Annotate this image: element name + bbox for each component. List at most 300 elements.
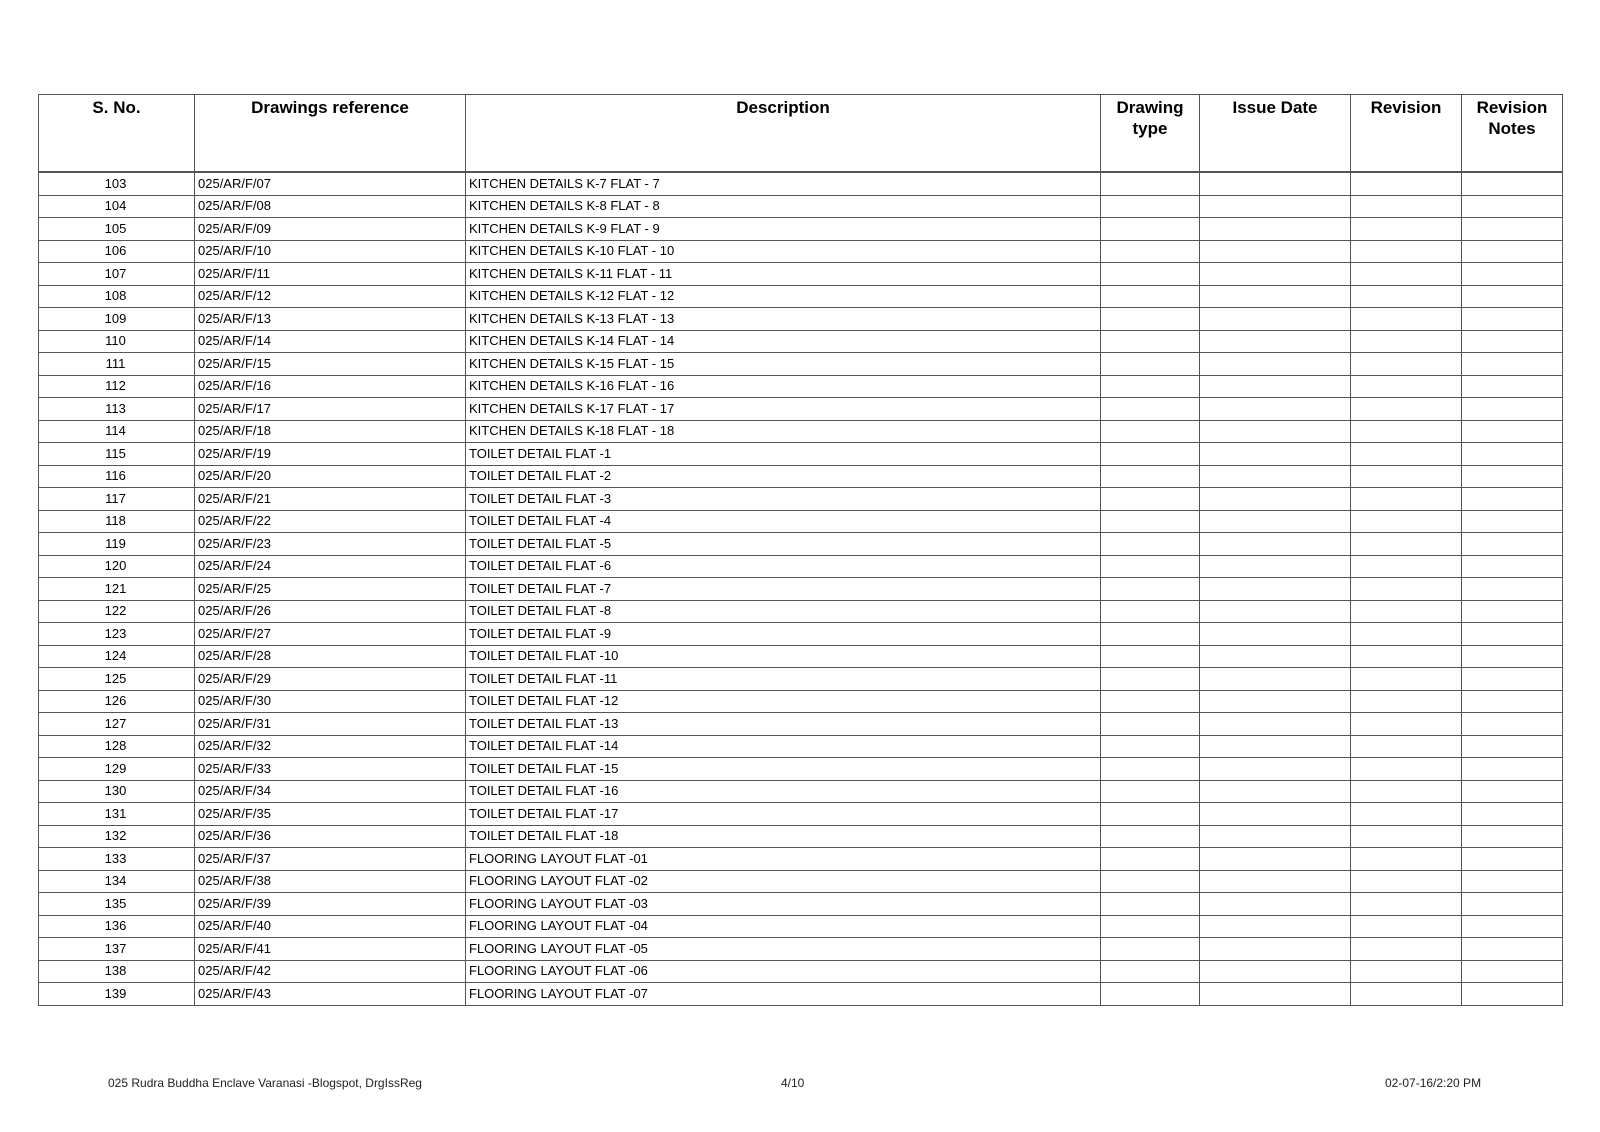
cell-revision [1351, 195, 1462, 218]
cell-issue-date [1200, 668, 1351, 691]
table-row [39, 600, 1563, 623]
cell-drawing-type [1101, 848, 1200, 871]
cell-drawing-type [1101, 870, 1200, 893]
cell-issue-date [1200, 375, 1351, 398]
cell-description: KITCHEN DETAILS K-15 FLAT - 15 [466, 353, 1101, 376]
cell-drawings-reference: 025/AR/F/24 [195, 555, 466, 578]
table-row [39, 533, 1563, 556]
cell-revision-notes [1462, 780, 1563, 803]
cell-drawings-reference: 025/AR/F/13 [195, 308, 466, 331]
cell-drawing-type [1101, 780, 1200, 803]
cell-revision [1351, 915, 1462, 938]
cell-revision-notes [1462, 870, 1563, 893]
cell-drawing-type [1101, 533, 1200, 556]
cell-sno: 130 [39, 780, 195, 803]
cell-drawings-reference: 025/AR/F/35 [195, 803, 466, 826]
cell-sno: 136 [39, 915, 195, 938]
cell-drawing-type [1101, 578, 1200, 601]
cell-issue-date [1200, 240, 1351, 263]
cell-revision [1351, 668, 1462, 691]
cell-revision [1351, 555, 1462, 578]
cell-description: TOILET DETAIL FLAT -6 [466, 555, 1101, 578]
cell-sno: 131 [39, 803, 195, 826]
table-row [39, 578, 1563, 601]
cell-issue-date [1200, 308, 1351, 331]
cell-revision-notes [1462, 848, 1563, 871]
cell-drawing-type [1101, 758, 1200, 781]
table-row [39, 960, 1563, 983]
cell-issue-date [1200, 713, 1351, 736]
cell-description: KITCHEN DETAILS K-16 FLAT - 16 [466, 375, 1101, 398]
cell-revision-notes [1462, 285, 1563, 308]
table-row [39, 195, 1563, 218]
cell-description: KITCHEN DETAILS K-18 FLAT - 18 [466, 420, 1101, 443]
cell-revision-notes [1462, 263, 1563, 286]
cell-drawings-reference: 025/AR/F/39 [195, 893, 466, 916]
table-row [39, 938, 1563, 961]
header-drawings-reference: Drawings reference [195, 95, 466, 173]
cell-revision-notes [1462, 398, 1563, 421]
table-row [39, 645, 1563, 668]
cell-drawings-reference: 025/AR/F/32 [195, 735, 466, 758]
cell-sno: 124 [39, 645, 195, 668]
table-header [39, 95, 1563, 173]
cell-drawings-reference: 025/AR/F/10 [195, 240, 466, 263]
cell-revision-notes [1462, 488, 1563, 511]
cell-drawing-type [1101, 330, 1200, 353]
table-row [39, 172, 1563, 195]
cell-drawing-type [1101, 803, 1200, 826]
cell-revision [1351, 960, 1462, 983]
cell-description: TOILET DETAIL FLAT -11 [466, 668, 1101, 691]
cell-drawings-reference: 025/AR/F/28 [195, 645, 466, 668]
cell-revision [1351, 172, 1462, 195]
table-row [39, 983, 1563, 1006]
header-drawing-type: Drawing type [1101, 95, 1200, 173]
table-row [39, 308, 1563, 331]
cell-description: TOILET DETAIL FLAT -1 [466, 443, 1101, 466]
cell-description: KITCHEN DETAILS K-10 FLAT - 10 [466, 240, 1101, 263]
cell-drawings-reference: 025/AR/F/27 [195, 623, 466, 646]
cell-issue-date [1200, 533, 1351, 556]
table-row [39, 735, 1563, 758]
cell-drawing-type [1101, 308, 1200, 331]
cell-revision-notes [1462, 825, 1563, 848]
cell-sno: 120 [39, 555, 195, 578]
cell-drawing-type [1101, 420, 1200, 443]
cell-drawings-reference: 025/AR/F/43 [195, 983, 466, 1006]
cell-drawing-type [1101, 960, 1200, 983]
cell-sno: 138 [39, 960, 195, 983]
cell-sno: 126 [39, 690, 195, 713]
table-row [39, 218, 1563, 241]
cell-revision-notes [1462, 330, 1563, 353]
cell-issue-date [1200, 735, 1351, 758]
cell-revision [1351, 578, 1462, 601]
cell-sno: 135 [39, 893, 195, 916]
cell-revision [1351, 600, 1462, 623]
table-row [39, 848, 1563, 871]
cell-drawings-reference: 025/AR/F/18 [195, 420, 466, 443]
table-row [39, 623, 1563, 646]
cell-revision [1351, 398, 1462, 421]
cell-issue-date [1200, 443, 1351, 466]
cell-description: TOILET DETAIL FLAT -5 [466, 533, 1101, 556]
cell-drawings-reference: 025/AR/F/25 [195, 578, 466, 601]
cell-revision [1351, 488, 1462, 511]
table-row [39, 870, 1563, 893]
cell-revision-notes [1462, 353, 1563, 376]
table-row [39, 488, 1563, 511]
cell-description: TOILET DETAIL FLAT -13 [466, 713, 1101, 736]
cell-revision [1351, 308, 1462, 331]
cell-revision-notes [1462, 308, 1563, 331]
cell-issue-date [1200, 353, 1351, 376]
table-row [39, 420, 1563, 443]
cell-issue-date [1200, 488, 1351, 511]
cell-drawing-type [1101, 668, 1200, 691]
cell-revision [1351, 218, 1462, 241]
cell-sno: 123 [39, 623, 195, 646]
cell-drawing-type [1101, 555, 1200, 578]
cell-drawings-reference: 025/AR/F/31 [195, 713, 466, 736]
cell-issue-date [1200, 780, 1351, 803]
cell-description: FLOORING LAYOUT FLAT -07 [466, 983, 1101, 1006]
cell-revision [1351, 870, 1462, 893]
cell-revision [1351, 803, 1462, 826]
table-row [39, 263, 1563, 286]
cell-revision [1351, 780, 1462, 803]
table-body [39, 172, 1563, 1005]
cell-issue-date [1200, 983, 1351, 1006]
cell-revision [1351, 510, 1462, 533]
cell-description: FLOORING LAYOUT FLAT -05 [466, 938, 1101, 961]
cell-revision-notes [1462, 510, 1563, 533]
header-row [39, 95, 1563, 173]
table-row [39, 555, 1563, 578]
table-row [39, 668, 1563, 691]
cell-revision [1351, 645, 1462, 668]
cell-revision [1351, 263, 1462, 286]
cell-description: TOILET DETAIL FLAT -18 [466, 825, 1101, 848]
cell-revision [1351, 533, 1462, 556]
cell-issue-date [1200, 285, 1351, 308]
cell-sno: 121 [39, 578, 195, 601]
cell-revision-notes [1462, 172, 1563, 195]
cell-revision-notes [1462, 443, 1563, 466]
cell-drawing-type [1101, 353, 1200, 376]
cell-drawing-type [1101, 263, 1200, 286]
cell-sno: 129 [39, 758, 195, 781]
cell-drawings-reference: 025/AR/F/21 [195, 488, 466, 511]
cell-sno: 104 [39, 195, 195, 218]
cell-issue-date [1200, 960, 1351, 983]
cell-revision-notes [1462, 218, 1563, 241]
cell-sno: 114 [39, 420, 195, 443]
cell-drawing-type [1101, 398, 1200, 421]
table-row [39, 240, 1563, 263]
cell-drawing-type [1101, 915, 1200, 938]
cell-drawing-type [1101, 443, 1200, 466]
cell-description: TOILET DETAIL FLAT -3 [466, 488, 1101, 511]
cell-sno: 137 [39, 938, 195, 961]
cell-description: FLOORING LAYOUT FLAT -04 [466, 915, 1101, 938]
cell-revision [1351, 375, 1462, 398]
cell-description: TOILET DETAIL FLAT -14 [466, 735, 1101, 758]
cell-revision-notes [1462, 600, 1563, 623]
cell-issue-date [1200, 848, 1351, 871]
cell-sno: 112 [39, 375, 195, 398]
cell-drawings-reference: 025/AR/F/16 [195, 375, 466, 398]
table-row [39, 803, 1563, 826]
cell-issue-date [1200, 803, 1351, 826]
cell-sno: 132 [39, 825, 195, 848]
cell-description: TOILET DETAIL FLAT -12 [466, 690, 1101, 713]
cell-drawings-reference: 025/AR/F/38 [195, 870, 466, 893]
cell-drawings-reference: 025/AR/F/14 [195, 330, 466, 353]
footer-timestamp: 02-07-16/2:20 PM [1385, 1076, 1482, 1090]
cell-drawings-reference: 025/AR/F/34 [195, 780, 466, 803]
cell-issue-date [1200, 893, 1351, 916]
cell-drawing-type [1101, 488, 1200, 511]
cell-issue-date [1200, 420, 1351, 443]
cell-drawings-reference: 025/AR/F/42 [195, 960, 466, 983]
cell-issue-date [1200, 758, 1351, 781]
cell-drawings-reference: 025/AR/F/30 [195, 690, 466, 713]
cell-sno: 113 [39, 398, 195, 421]
cell-description: FLOORING LAYOUT FLAT -01 [466, 848, 1101, 871]
cell-drawings-reference: 025/AR/F/37 [195, 848, 466, 871]
cell-issue-date [1200, 938, 1351, 961]
cell-revision [1351, 353, 1462, 376]
cell-description: KITCHEN DETAILS K-9 FLAT - 9 [466, 218, 1101, 241]
cell-description: TOILET DETAIL FLAT -15 [466, 758, 1101, 781]
cell-issue-date [1200, 398, 1351, 421]
cell-sno: 110 [39, 330, 195, 353]
cell-drawing-type [1101, 172, 1200, 195]
cell-revision-notes [1462, 465, 1563, 488]
cell-description: TOILET DETAIL FLAT -7 [466, 578, 1101, 601]
cell-revision-notes [1462, 533, 1563, 556]
cell-description: TOILET DETAIL FLAT -4 [466, 510, 1101, 533]
table-row [39, 443, 1563, 466]
table-row [39, 510, 1563, 533]
cell-drawings-reference: 025/AR/F/36 [195, 825, 466, 848]
cell-issue-date [1200, 218, 1351, 241]
header-description: Description [466, 95, 1101, 173]
cell-revision-notes [1462, 983, 1563, 1006]
cell-drawing-type [1101, 938, 1200, 961]
header-issue-date: Issue Date [1200, 95, 1351, 173]
cell-sno: 117 [39, 488, 195, 511]
cell-revision [1351, 623, 1462, 646]
cell-issue-date [1200, 555, 1351, 578]
cell-revision-notes [1462, 690, 1563, 713]
cell-issue-date [1200, 330, 1351, 353]
cell-drawing-type [1101, 375, 1200, 398]
table-row [39, 713, 1563, 736]
cell-description: KITCHEN DETAILS K-12 FLAT - 12 [466, 285, 1101, 308]
cell-drawings-reference: 025/AR/F/19 [195, 443, 466, 466]
cell-issue-date [1200, 870, 1351, 893]
cell-drawing-type [1101, 983, 1200, 1006]
cell-issue-date [1200, 600, 1351, 623]
cell-description: KITCHEN DETAILS K-8 FLAT - 8 [466, 195, 1101, 218]
cell-drawing-type [1101, 465, 1200, 488]
cell-description: KITCHEN DETAILS K-17 FLAT - 17 [466, 398, 1101, 421]
cell-revision-notes [1462, 735, 1563, 758]
cell-issue-date [1200, 623, 1351, 646]
cell-drawings-reference: 025/AR/F/08 [195, 195, 466, 218]
footer-document-name: 025 Rudra Buddha Enclave Varanasi -Blogspot, DrgIssReg [108, 1076, 422, 1090]
cell-sno: 134 [39, 870, 195, 893]
cell-revision-notes [1462, 938, 1563, 961]
footer-page-number: 4/10 [781, 1076, 805, 1090]
cell-revision-notes [1462, 195, 1563, 218]
cell-description: FLOORING LAYOUT FLAT -06 [466, 960, 1101, 983]
cell-revision-notes [1462, 803, 1563, 826]
cell-drawings-reference: 025/AR/F/33 [195, 758, 466, 781]
cell-description: KITCHEN DETAILS K-11 FLAT - 11 [466, 263, 1101, 286]
cell-drawings-reference: 025/AR/F/40 [195, 915, 466, 938]
cell-description: TOILET DETAIL FLAT -8 [466, 600, 1101, 623]
cell-sno: 139 [39, 983, 195, 1006]
cell-sno: 133 [39, 848, 195, 871]
cell-drawings-reference: 025/AR/F/15 [195, 353, 466, 376]
cell-issue-date [1200, 915, 1351, 938]
cell-description: TOILET DETAIL FLAT -16 [466, 780, 1101, 803]
cell-description: TOILET DETAIL FLAT -10 [466, 645, 1101, 668]
header-sno: S. No. [39, 95, 195, 173]
cell-revision-notes [1462, 375, 1563, 398]
table-row [39, 398, 1563, 421]
cell-issue-date [1200, 510, 1351, 533]
header-revision: Revision [1351, 95, 1462, 173]
cell-drawing-type [1101, 645, 1200, 668]
cell-drawing-type [1101, 285, 1200, 308]
table-row [39, 353, 1563, 376]
cell-revision [1351, 735, 1462, 758]
cell-description: KITCHEN DETAILS K-13 FLAT - 13 [466, 308, 1101, 331]
cell-drawing-type [1101, 893, 1200, 916]
cell-description: FLOORING LAYOUT FLAT -03 [466, 893, 1101, 916]
cell-revision-notes [1462, 578, 1563, 601]
header-revision-notes: Revision Notes [1462, 95, 1563, 173]
cell-sno: 128 [39, 735, 195, 758]
cell-drawing-type [1101, 623, 1200, 646]
cell-sno: 115 [39, 443, 195, 466]
table-row [39, 375, 1563, 398]
cell-revision [1351, 240, 1462, 263]
cell-revision-notes [1462, 960, 1563, 983]
cell-drawings-reference: 025/AR/F/11 [195, 263, 466, 286]
cell-drawing-type [1101, 690, 1200, 713]
cell-revision [1351, 938, 1462, 961]
cell-sno: 109 [39, 308, 195, 331]
cell-description: TOILET DETAIL FLAT -2 [466, 465, 1101, 488]
cell-description: TOILET DETAIL FLAT -9 [466, 623, 1101, 646]
drawing-register-table [38, 94, 1563, 1006]
cell-drawing-type [1101, 195, 1200, 218]
cell-issue-date [1200, 825, 1351, 848]
cell-revision [1351, 330, 1462, 353]
table-row [39, 330, 1563, 353]
cell-sno: 127 [39, 713, 195, 736]
cell-revision [1351, 285, 1462, 308]
cell-drawing-type [1101, 218, 1200, 241]
cell-drawings-reference: 025/AR/F/09 [195, 218, 466, 241]
table-row [39, 915, 1563, 938]
cell-issue-date [1200, 690, 1351, 713]
cell-drawings-reference: 025/AR/F/41 [195, 938, 466, 961]
cell-issue-date [1200, 645, 1351, 668]
table-row [39, 690, 1563, 713]
cell-revision [1351, 690, 1462, 713]
cell-issue-date [1200, 578, 1351, 601]
cell-sno: 119 [39, 533, 195, 556]
cell-sno: 118 [39, 510, 195, 533]
cell-revision-notes [1462, 645, 1563, 668]
cell-drawings-reference: 025/AR/F/12 [195, 285, 466, 308]
cell-revision [1351, 758, 1462, 781]
cell-sno: 111 [39, 353, 195, 376]
cell-drawings-reference: 025/AR/F/26 [195, 600, 466, 623]
cell-revision [1351, 713, 1462, 736]
cell-drawing-type [1101, 510, 1200, 533]
cell-revision-notes [1462, 555, 1563, 578]
cell-drawing-type [1101, 600, 1200, 623]
table-row [39, 758, 1563, 781]
cell-sno: 108 [39, 285, 195, 308]
cell-revision-notes [1462, 893, 1563, 916]
cell-revision [1351, 848, 1462, 871]
cell-revision [1351, 893, 1462, 916]
cell-sno: 107 [39, 263, 195, 286]
cell-revision-notes [1462, 623, 1563, 646]
cell-revision-notes [1462, 420, 1563, 443]
cell-revision-notes [1462, 758, 1563, 781]
cell-drawings-reference: 025/AR/F/29 [195, 668, 466, 691]
cell-revision [1351, 443, 1462, 466]
cell-sno: 125 [39, 668, 195, 691]
table-row [39, 893, 1563, 916]
cell-drawings-reference: 025/AR/F/22 [195, 510, 466, 533]
table-row [39, 780, 1563, 803]
cell-issue-date [1200, 263, 1351, 286]
cell-revision-notes [1462, 915, 1563, 938]
cell-issue-date [1200, 172, 1351, 195]
cell-revision-notes [1462, 713, 1563, 736]
cell-description: KITCHEN DETAILS K-7 FLAT - 7 [466, 172, 1101, 195]
cell-drawing-type [1101, 713, 1200, 736]
cell-sno: 106 [39, 240, 195, 263]
cell-description: TOILET DETAIL FLAT -17 [466, 803, 1101, 826]
cell-revision-notes [1462, 240, 1563, 263]
cell-revision [1351, 420, 1462, 443]
table-row [39, 465, 1563, 488]
cell-drawings-reference: 025/AR/F/07 [195, 172, 466, 195]
cell-revision [1351, 825, 1462, 848]
cell-sno: 116 [39, 465, 195, 488]
cell-description: KITCHEN DETAILS K-14 FLAT - 14 [466, 330, 1101, 353]
cell-description: FLOORING LAYOUT FLAT -02 [466, 870, 1101, 893]
cell-drawing-type [1101, 240, 1200, 263]
cell-drawings-reference: 025/AR/F/17 [195, 398, 466, 421]
cell-sno: 122 [39, 600, 195, 623]
table-row [39, 285, 1563, 308]
cell-sno: 105 [39, 218, 195, 241]
cell-drawings-reference: 025/AR/F/20 [195, 465, 466, 488]
